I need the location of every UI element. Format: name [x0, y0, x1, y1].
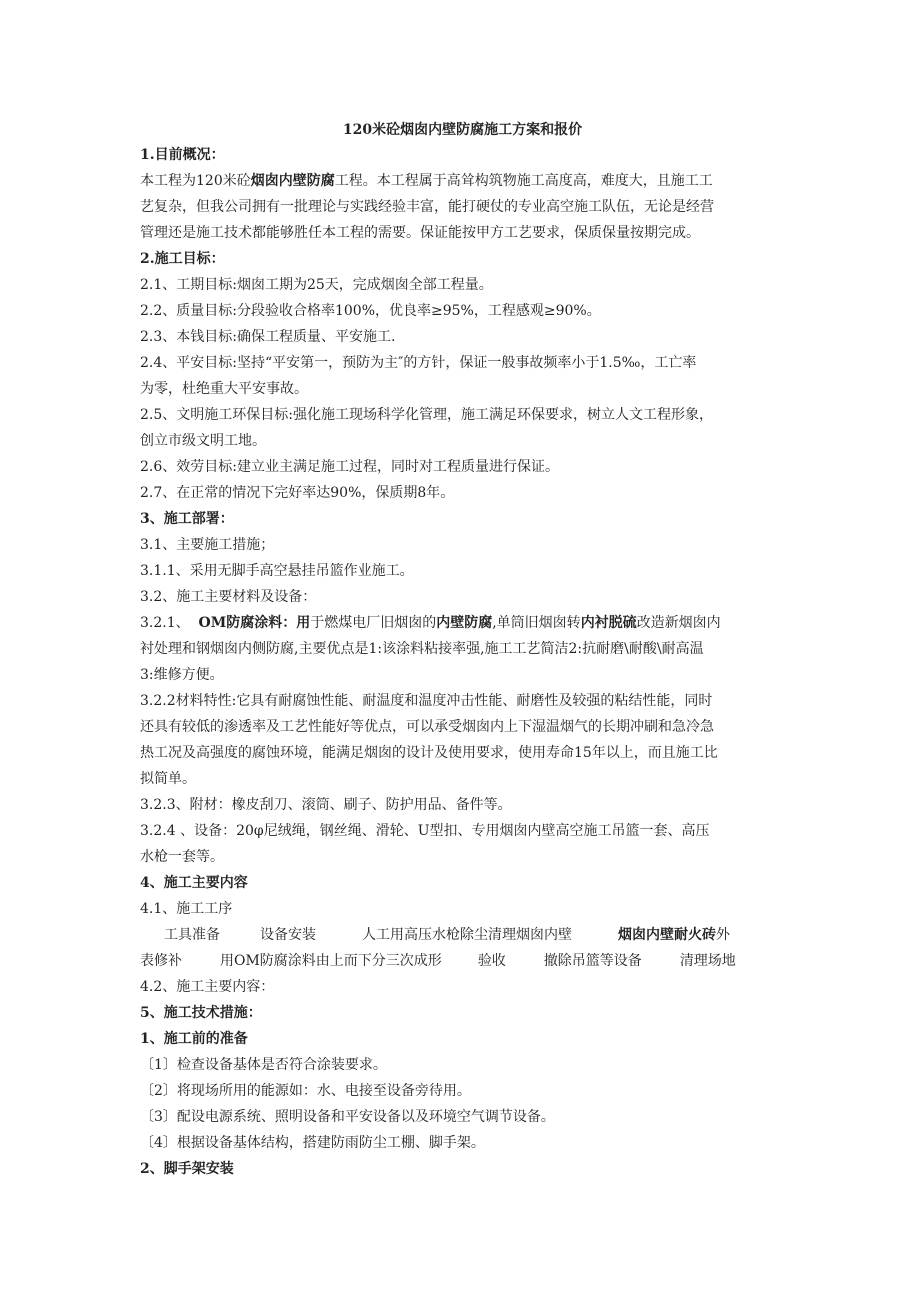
text-run: 改造新烟囱内: [636, 615, 721, 631]
paragraph-line: 4.1、施工工序: [140, 901, 233, 917]
paragraph-line: 4.2、施工主要内容：: [140, 979, 275, 995]
paragraph-line: 〔4〕根据设备基体结构，搭建防雨防尘工棚、脚手架。: [140, 1135, 485, 1151]
paragraph-line: [140, 168, 785, 194]
section-5-heading: 5、施工技术措施：: [140, 1005, 262, 1021]
section-4-heading: 4、施工主要内容: [140, 875, 248, 891]
paragraph-line: 拟简单。: [140, 771, 196, 787]
process-step: 外: [716, 927, 730, 943]
process-step: 验收: [477, 953, 506, 969]
document-title: 120米砼烟囱内壁防腐施工方案和报价: [342, 122, 583, 138]
paragraph-line: 2.7、在正常的情况下完好率达90%，保质期8年。: [140, 485, 455, 501]
paragraph-line: 〔2〕将现场所用的能源如：水、电接至设备旁待用。: [140, 1083, 471, 1099]
process-step: 工具准备: [164, 927, 220, 943]
bold-text-run: OM防腐涂料：用: [198, 615, 311, 631]
paragraph-line: 3.2.3、附材：橡皮刮刀、滚筒、刷子、防护用品、备件等。: [140, 797, 512, 813]
bold-text-run: 烟囱内壁防腐: [250, 173, 335, 189]
text-run: 工程。本工程属于高耸构筑物施工高度高，难度大，且施工工: [334, 173, 713, 189]
paragraph-line: 热工况及高强度的腐蚀环境，能满足烟囱的设计及使用要求，使用寿命15年以上，而且施工比: [140, 745, 718, 761]
text-run: 本工程为120米砼: [140, 173, 251, 189]
process-flow-line-1: [140, 922, 785, 948]
paragraph-line: 管理还是施工技术都能够胜任本工程的需要。保证能按甲方工艺要求，保质保量按期完成。: [140, 225, 700, 241]
paragraph-line: 2.4、平安目标:坚持“平安第一，预防为主″的方针，保证一般事故频率小于1.5‰，工亡率: [140, 355, 697, 371]
paragraph-line: 2.1、工期目标:烟囱工期为25天，完成烟囱全部工程量。: [140, 277, 493, 293]
section-3-heading: 3、施工部署：: [140, 511, 234, 527]
paragraph-line: 艺复杂，但我公司拥有一批理论与实践经验丰富，能打硬仗的专业高空施工队伍，无论是经营: [140, 199, 714, 215]
process-step: 表修补: [140, 953, 182, 969]
subsection-heading: 2、脚手架安装: [140, 1161, 234, 1177]
text-run: ,单筒旧烟囱转: [492, 615, 581, 631]
section-1-heading: 1.目前概况：: [140, 147, 225, 163]
paragraph-line: 还具有较低的渗透率及工艺性能好等优点，可以承受烟囱内上下湿温烟气的长期冲刷和急冷急: [140, 719, 714, 735]
paragraph-line: 为零，杜绝重大平安事故。: [140, 381, 308, 397]
process-step: 撤除吊篮等设备: [543, 953, 642, 969]
paragraph-line: 〔1〕检查设备基体是否符合涂装要求。: [140, 1057, 387, 1073]
paragraph-line: 3:维修方便。: [140, 667, 224, 683]
paragraph-line: 3.2、施工主要材料及设备：: [140, 589, 317, 605]
bold-text-run: 内衬脱硫: [580, 615, 637, 631]
paragraph-line: 2.5、文明施工环保目标:强化施工现场科学化管理，施工满足环保要求，树立人文工程形象，: [140, 407, 713, 423]
paragraph-line: 3.1.1、采用无脚手高空悬挂吊篮作业施工。: [140, 563, 414, 579]
process-flow-line-2: [140, 948, 785, 974]
paragraph-line: 3.2.4 、设备：20φ尼绒绳，钢丝绳、滑轮、U型扣、专用烟囱内壁高空施工吊篮一套、高压: [140, 823, 710, 839]
paragraph-line: 2.2、质量目标:分段验收合格率100%，优良率≥95%，工程感观≥90%。: [140, 303, 601, 319]
process-step: 烟囱内壁耐火砖: [618, 927, 716, 943]
text-run: 于燃煤电厂旧烟囱的: [310, 615, 437, 631]
process-step: 人工用高压水枪除尘清理烟囱内壁: [362, 927, 572, 943]
paragraph-line: 创立市级文明工地。: [140, 433, 266, 449]
document-body: [140, 118, 785, 1182]
process-step: 清理场地: [679, 953, 736, 969]
section-2-heading: 2.施工目标：: [140, 251, 225, 267]
paragraph-line: 衬处理和钢烟囱内侧防腐,主要优点是1:该涂料粘接率强,施工工艺简洁2:抗耐磨\耐酸\耐高温: [140, 641, 704, 657]
paragraph-line: 2.3、本钱目标:确保工程质量、平安施工.: [140, 329, 396, 345]
subsection-heading: 1、施工前的准备: [140, 1031, 248, 1047]
paragraph-line: 2.6、效劳目标:建立业主满足施工过程，同时对工程质量进行保证。: [140, 459, 559, 475]
paragraph-line: 水枪一套等。: [140, 849, 224, 865]
paragraph-line: 3.1、主要施工措施；: [140, 537, 275, 553]
text-run: 3.2.1、: [140, 615, 190, 631]
paragraph-line: 3.2.2材料特性:它具有耐腐蚀性能、耐温度和温度冲击性能、耐磨性及较强的粘结性能，同时: [140, 693, 713, 709]
bold-text-run: 内壁防腐: [436, 615, 493, 631]
process-step: 用OM防腐涂料由上而下分三次成形: [220, 953, 442, 969]
paragraph-line: 〔3〕配设电源系统、照明设备和平安设备以及环境空气调节设备。: [140, 1109, 555, 1125]
paragraph-line: [140, 610, 785, 636]
process-step: 设备安装: [260, 927, 316, 943]
